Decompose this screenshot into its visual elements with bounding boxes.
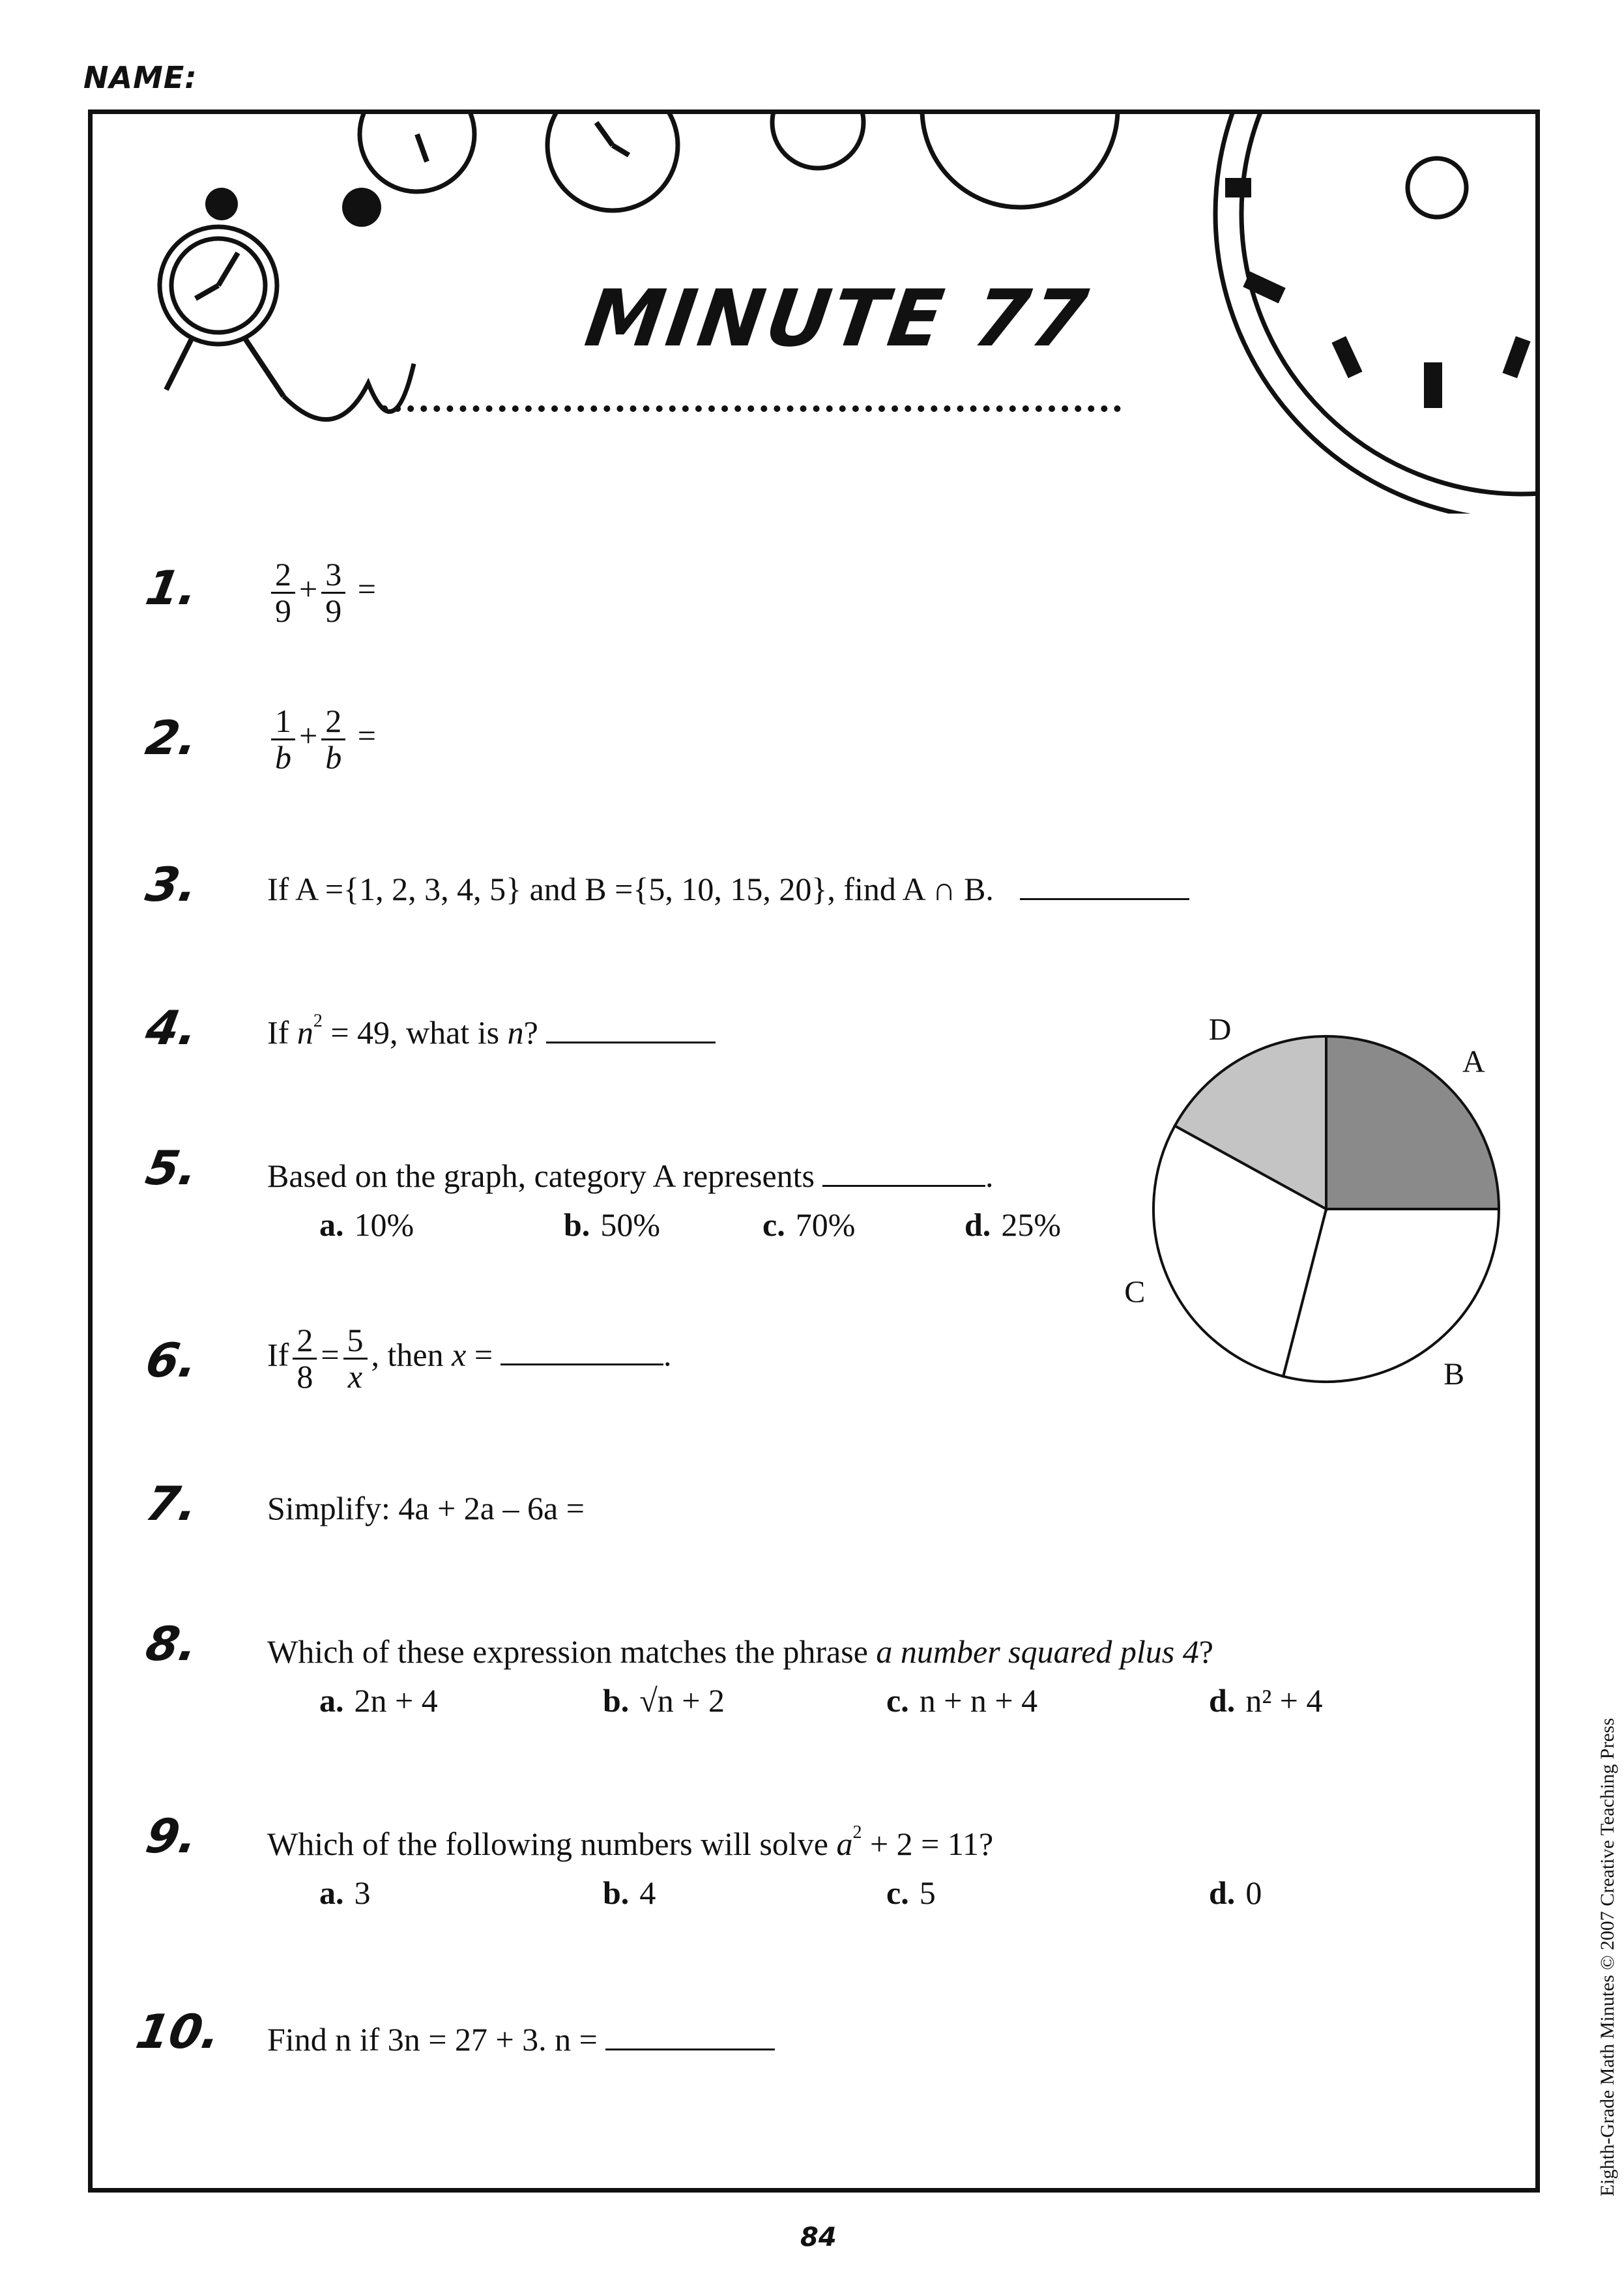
question-number: 2. xyxy=(141,710,202,765)
pie-chart xyxy=(1108,991,1525,1421)
name-label: NAME: xyxy=(83,60,197,95)
answer-blank[interactable] xyxy=(500,1337,663,1365)
question-number: 1. xyxy=(141,561,202,615)
title-number: 77 xyxy=(968,274,1095,364)
question-number: 7. xyxy=(141,1476,202,1531)
option-b[interactable]: b. √n + 2 xyxy=(603,1682,725,1719)
option-d[interactable]: d. n² + 4 xyxy=(1209,1682,1323,1719)
pie-label-c: C xyxy=(1124,1275,1146,1310)
question-4: If $n^2 = 49$, what is n? xyxy=(267,1013,716,1051)
question-number: 10. xyxy=(132,2004,225,2059)
option-c[interactable]: c. 5 xyxy=(886,1874,936,1911)
question-10 xyxy=(267,2020,775,2058)
answer-blank[interactable] xyxy=(546,1015,716,1043)
question-text: If A ={1, 2, 3, 4, 5} and B ={5, 10, 15, 20}, find A ∩ B. xyxy=(267,871,994,907)
small-clock-icon-3 xyxy=(772,109,863,168)
question-5: Based on the graph, category A represents . xyxy=(267,1158,994,1194)
option-d[interactable]: d. 25% xyxy=(964,1206,1061,1243)
question-6: If $\frac{2}{8}$ = $\frac{5}{x}$ , then x = . xyxy=(267,1322,672,1395)
option-c[interactable]: c. 70% xyxy=(762,1206,856,1243)
option-a[interactable]: a. 10% xyxy=(319,1206,414,1243)
question-number: 3. xyxy=(141,857,202,912)
pie-label-b: B xyxy=(1443,1356,1465,1392)
page-number: 84 xyxy=(800,2223,837,2253)
option-b[interactable]: b. 50% xyxy=(564,1206,660,1243)
minute-title xyxy=(580,274,1095,364)
pie-label-a: A xyxy=(1462,1044,1485,1079)
fraction: $\frac{5}{x}$ xyxy=(343,1323,368,1393)
question-number: 9. xyxy=(141,1809,202,1863)
small-clock-icon-1 xyxy=(360,109,474,192)
side-credit: Eighth-Grade Math Minutes © 2007 Creative Teaching Press xyxy=(1597,1717,1618,2196)
fraction: $\frac{1}{b}$ xyxy=(271,704,295,774)
fraction: $\frac{3}{9}$ xyxy=(321,557,345,628)
option-d[interactable]: d. 0 xyxy=(1209,1874,1262,1911)
question-2: $\frac{1}{b}$ + $\frac{2}{b}$ = xyxy=(267,704,376,774)
question-3 xyxy=(267,870,1189,908)
option-a[interactable]: a. 3 xyxy=(319,1874,371,1911)
question-number: 6. xyxy=(141,1333,202,1388)
option-b[interactable]: b. 4 xyxy=(603,1874,656,1911)
answer-blank[interactable] xyxy=(1020,872,1189,900)
answer-blank[interactable] xyxy=(822,1159,985,1187)
question-9: Which of the following numbers will solve $a^2 + 2 = 11$? xyxy=(267,1822,994,1862)
question-1: $\frac{2}{9}$ + $\frac{3}{9}$ = xyxy=(267,557,376,628)
question-text: Find n if 3n = 27 + 3. n = xyxy=(267,2021,598,2058)
question-8: Which of these expression matches the phrase a number squared plus 4? xyxy=(267,1633,1213,1670)
fraction: $\frac{2}{b}$ xyxy=(321,704,345,774)
small-clock-icon-2 xyxy=(547,109,678,211)
question-number: 4. xyxy=(141,1000,202,1055)
fraction: $\frac{2}{9}$ xyxy=(271,557,295,628)
question-7: Simplify: 4a + 2a – 6a = xyxy=(267,1490,585,1526)
pie-label-d: D xyxy=(1208,1012,1232,1047)
answer-blank[interactable] xyxy=(605,2022,775,2050)
dotted-underline xyxy=(381,405,1121,412)
option-a[interactable]: a. 2n + 4 xyxy=(319,1682,438,1719)
question-number: 5. xyxy=(141,1141,202,1195)
fraction: $\frac{2}{8}$ xyxy=(293,1323,317,1393)
option-c[interactable]: c. n + n + 4 xyxy=(886,1682,1038,1719)
medium-clock-icon xyxy=(922,109,1118,207)
question-number: 8. xyxy=(141,1616,202,1671)
question-text: Based on the graph, category A represents xyxy=(267,1158,815,1194)
title-word: MINUTE xyxy=(580,274,951,364)
